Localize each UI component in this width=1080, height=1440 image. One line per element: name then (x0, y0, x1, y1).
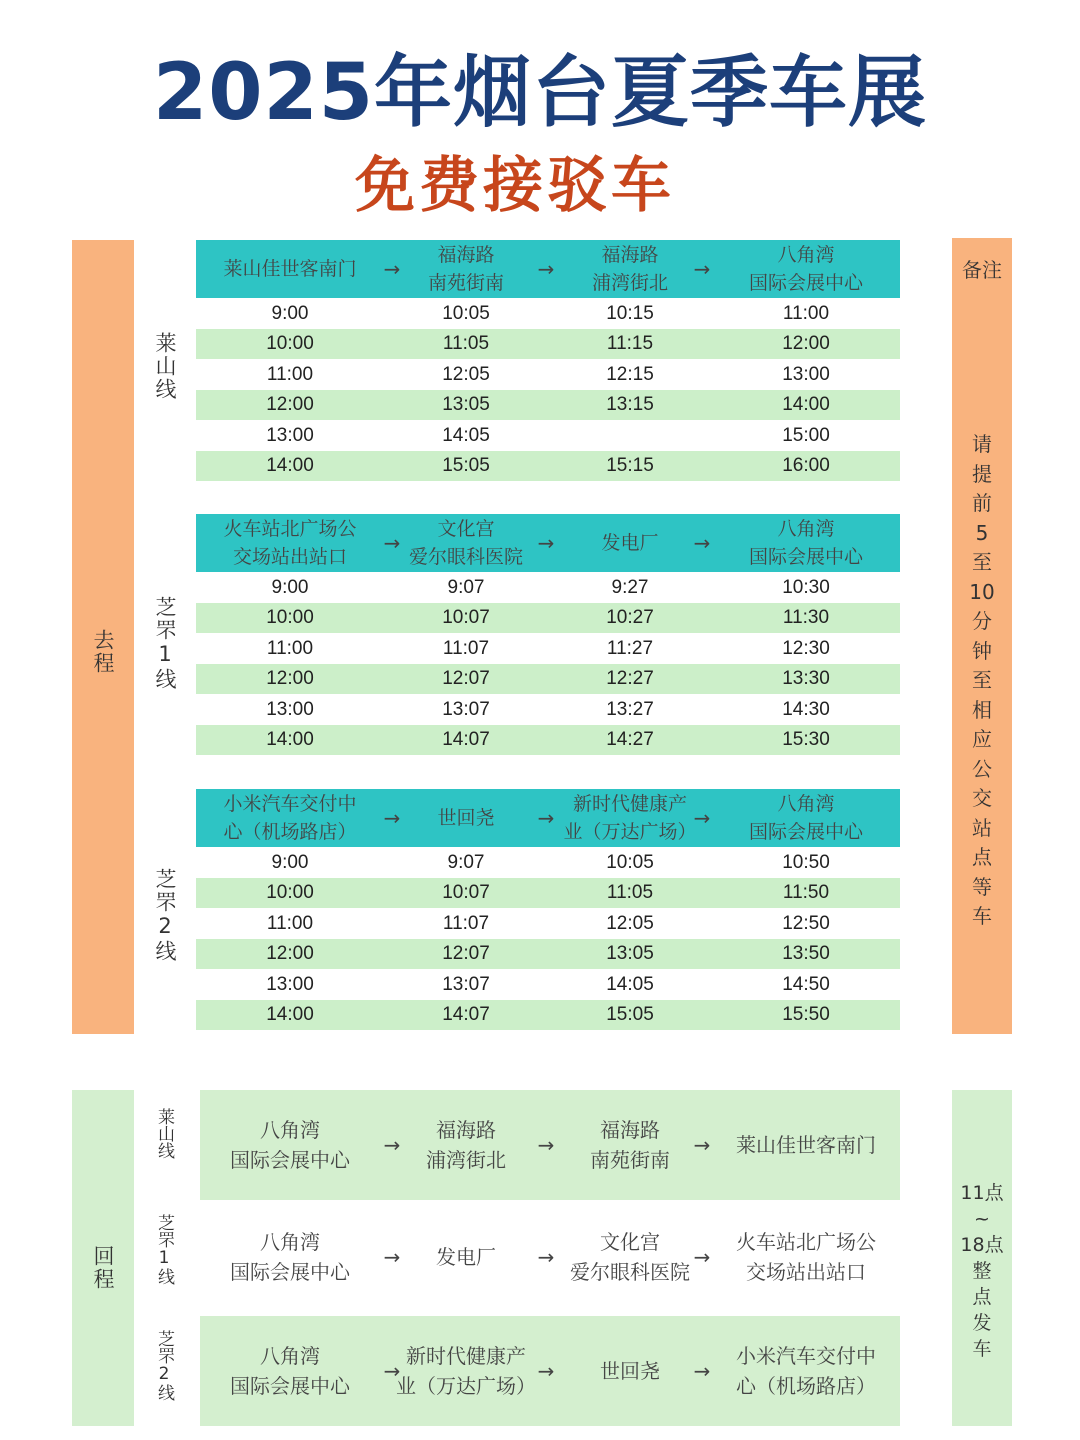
time-cell: 11:00 (782, 303, 830, 324)
notes-outbound-char: 相 (972, 697, 992, 722)
time-cell: 10:05 (606, 852, 654, 873)
route-line-name: 芝罘1线 (153, 596, 177, 691)
time-cell: 14:00 (782, 394, 830, 416)
stop-name-line: 交场站出站口 (746, 1260, 866, 1284)
time-cell: 12:05 (442, 363, 490, 385)
arrow-icon: → (383, 531, 401, 555)
notes-outbound-text (952, 430, 1012, 932)
stop-name-line: 心（机场路店） (223, 821, 357, 843)
stop-name-line: 浦湾街北 (426, 1148, 506, 1172)
table-row (196, 360, 900, 390)
time-cell: 12:00 (782, 333, 830, 355)
arrow-icon: → (383, 1245, 401, 1269)
time-cell: 12:05 (606, 912, 654, 934)
notes-return-char: 点 (972, 1286, 992, 1308)
stop-name (205, 1316, 375, 1426)
time-cell: 11:00 (266, 912, 314, 934)
stop-name-line: 南苑街南 (590, 1148, 670, 1172)
time-cell: 12:27 (606, 668, 654, 690)
notes-outbound-char: 前 (972, 491, 992, 515)
time-cell: 10:07 (442, 607, 490, 629)
time-cell: 13:00 (266, 973, 314, 995)
table-row (196, 878, 900, 908)
table-row (196, 1000, 900, 1030)
stop-name-line: 八角湾 (777, 793, 835, 815)
table-row (196, 725, 900, 755)
stop-name (205, 1090, 375, 1200)
arrow-icon: → (383, 1359, 401, 1383)
time-cell: 9:07 (447, 852, 485, 873)
time-cell: 13:00 (266, 698, 314, 720)
time-cell: 12:00 (266, 668, 314, 690)
time-cell: 14:00 (266, 1004, 314, 1025)
stop-name-line: 福海路 (600, 1118, 660, 1142)
table-row (196, 695, 900, 725)
table-row (196, 848, 900, 878)
notes-outbound-char: 至 (972, 550, 992, 574)
time-cell: 9:00 (271, 852, 309, 873)
return-route-row (200, 1090, 900, 1200)
return-line-name: 芝罘2线 (154, 1330, 174, 1401)
route-line-name: 芝罘2线 (153, 868, 177, 963)
time-cell: 14:07 (442, 1004, 490, 1025)
stop-name-line: 莱山佳世客南门 (736, 1133, 876, 1157)
stop-name-line: 浦湾街北 (591, 272, 668, 294)
stop-name-line: 国际会展中心 (748, 272, 863, 294)
stop-name-line: 福海路 (601, 244, 659, 266)
time-cell: 13:27 (606, 698, 654, 720)
table-row (196, 970, 900, 1000)
stop-name-line: 八角湾 (777, 518, 835, 540)
stop-name (721, 240, 891, 298)
arrow-icon: → (383, 1133, 401, 1157)
arrow-icon: → (693, 806, 711, 830)
stop-name-line: 南苑街南 (427, 272, 504, 294)
stop-name-line: 新时代健康产 (406, 1344, 526, 1368)
time-cell: 12:30 (782, 637, 830, 659)
notes-outbound-char: 点 (972, 845, 992, 869)
table-row (196, 634, 900, 664)
time-cell: 12:07 (442, 943, 490, 965)
arrow-icon: → (537, 531, 555, 555)
page-subtitle: 免费接驳车 (355, 151, 675, 221)
stop-name-line: 莱山佳世客南门 (223, 258, 357, 280)
stop-name (721, 789, 891, 847)
stop-name-line: 爱尔眼科医院 (570, 1260, 690, 1284)
time-cell: 15:30 (782, 729, 830, 750)
time-cell: 10:05 (442, 303, 490, 324)
arrow-icon: → (537, 1359, 555, 1383)
stop-name-line: 新时代健康产 (572, 793, 687, 815)
notes-return-char: 发 (972, 1312, 992, 1334)
time-cell: 13:00 (266, 424, 314, 446)
time-cell: 14:00 (266, 455, 314, 476)
time-cell: 14:27 (606, 729, 654, 750)
route-header (196, 789, 900, 847)
time-cell: 13:00 (782, 363, 830, 385)
time-cell: 15:05 (606, 1004, 654, 1025)
stop-name-line: 文化宫 (600, 1230, 660, 1254)
notes-outbound-char: 提 (972, 461, 992, 486)
time-cell: 11:30 (782, 607, 830, 629)
time-cell: 11:50 (782, 882, 830, 904)
table-row (196, 664, 900, 694)
notes-outbound-char: 等 (972, 874, 992, 899)
notes-return-char: 整 (972, 1260, 992, 1282)
time-cell: 12:00 (266, 394, 314, 416)
time-cell: 9:00 (271, 577, 309, 598)
return-route-row (200, 1316, 900, 1426)
stop-name-line: 国际会展中心 (230, 1260, 350, 1284)
stop-name-line: 心（机场路店） (736, 1374, 876, 1398)
time-cell: 11:07 (442, 912, 490, 934)
stop-name-line: 国际会展中心 (748, 546, 863, 568)
time-cell: 11:00 (266, 637, 314, 659)
notes-return-char: 18点 (960, 1234, 1004, 1256)
time-cell: 10:07 (442, 882, 490, 904)
stop-name (205, 240, 375, 298)
time-cell: 12:15 (606, 363, 654, 385)
arrow-icon: → (537, 257, 555, 281)
time-cell: 14:05 (606, 973, 654, 995)
notes-outbound-char: 站 (972, 815, 992, 840)
time-cell: 16:00 (782, 455, 830, 476)
stop-name-line: 国际会展中心 (748, 821, 863, 843)
time-cell: 10:00 (266, 607, 314, 629)
return-line-name: 莱山线 (154, 1108, 174, 1159)
stop-name-line: 八角湾 (260, 1344, 320, 1368)
table-row (196, 329, 900, 359)
time-cell: 11:05 (606, 882, 654, 904)
arrow-icon: → (693, 1245, 711, 1269)
notes-outbound-char: 分 (972, 609, 992, 633)
arrow-icon: → (383, 806, 401, 830)
stop-name-line: 火车站北广场公 (223, 518, 357, 540)
stop-name (721, 1316, 891, 1426)
time-cell: 12:50 (782, 912, 830, 934)
notes-outbound-char: 钟 (972, 638, 992, 663)
stop-name-line: 八角湾 (260, 1118, 320, 1142)
time-cell: 10:50 (782, 852, 830, 873)
time-cell: 11:07 (442, 637, 490, 659)
time-cell: 15:50 (782, 1004, 830, 1025)
time-cell: 14:50 (782, 973, 830, 995)
notes-outbound-char: 车 (972, 904, 992, 928)
notes-outbound-char: 请 (972, 432, 992, 456)
time-cell: 12:00 (266, 943, 314, 965)
time-cell: 9:00 (271, 303, 309, 324)
time-cell (545, 421, 715, 451)
table-row (196, 939, 900, 969)
stop-name-line: 小米汽车交付中 (223, 793, 357, 815)
stop-name-line: 文化宫 (437, 518, 495, 540)
time-cell: 14:07 (442, 729, 490, 750)
stop-name (205, 1200, 375, 1314)
return-label: 回程 (91, 1245, 115, 1291)
notes-outbound-char: 交 (972, 786, 992, 810)
time-cell: 14:00 (266, 729, 314, 750)
stop-name-line: 发电厂 (601, 532, 659, 554)
time-cell: 15:00 (782, 424, 830, 446)
stop-name-line: 发电厂 (436, 1245, 496, 1269)
arrow-icon: → (537, 1245, 555, 1269)
notes-outbound-char: 应 (972, 727, 992, 751)
return-line-name: 芝罘1线 (154, 1214, 174, 1285)
time-cell: 10:30 (782, 577, 830, 598)
stop-name (205, 789, 375, 847)
notes-outbound-char: 10 (969, 579, 995, 604)
notes-outbound-char: 5 (975, 520, 989, 545)
time-cell: 9:27 (611, 577, 649, 598)
stop-name (721, 1200, 891, 1314)
stop-name (721, 1090, 891, 1200)
notes-return-char: 11点 (960, 1182, 1004, 1204)
time-cell: 13:50 (782, 943, 830, 965)
stop-name-line: 交场站出站口 (232, 546, 347, 568)
time-cell: 12:07 (442, 668, 490, 690)
table-row (196, 421, 900, 451)
time-cell: 11:15 (606, 333, 654, 355)
time-cell: 13:15 (606, 394, 654, 416)
route-header (196, 514, 900, 572)
time-cell: 10:15 (606, 303, 654, 324)
notes-outbound-char: 公 (972, 756, 992, 781)
stop-name-line: 八角湾 (260, 1230, 320, 1254)
time-cell: 13:30 (782, 668, 830, 690)
time-cell: 13:05 (442, 394, 490, 416)
stop-name (205, 514, 375, 572)
arrow-icon: → (693, 1359, 711, 1383)
notes-outbound-char: 至 (972, 668, 992, 692)
time-cell: 10:00 (266, 333, 314, 355)
stop-name-line: 世回尧 (437, 807, 495, 829)
stop-name-line: 爱尔眼科医院 (408, 546, 523, 568)
notes-return-char: ~ (974, 1208, 990, 1230)
time-cell: 14:30 (782, 698, 830, 720)
arrow-icon: → (693, 1133, 711, 1157)
arrow-icon: → (693, 531, 711, 555)
time-cell: 13:07 (442, 973, 490, 995)
outbound-label: 去程 (91, 629, 115, 675)
stop-name-line: 福海路 (436, 1118, 496, 1142)
arrow-icon: → (693, 257, 711, 281)
route-line-name: 莱山线 (153, 332, 177, 401)
notes-return-char: 车 (972, 1338, 992, 1360)
table-row (196, 299, 900, 329)
time-cell: 13:07 (442, 698, 490, 720)
time-cell: 14:05 (442, 424, 490, 446)
stop-name-line: 世回尧 (600, 1359, 660, 1383)
table-row (196, 390, 900, 420)
time-cell: 10:27 (606, 607, 654, 629)
time-cell: 9:07 (447, 577, 485, 598)
time-cell: 10:00 (266, 882, 314, 904)
table-row (196, 909, 900, 939)
return-route-row (200, 1200, 900, 1314)
stop-name-line: 八角湾 (777, 244, 835, 266)
stop-name-line: 火车站北广场公 (736, 1230, 876, 1254)
table-row (196, 573, 900, 603)
stop-name-line: 福海路 (437, 244, 495, 266)
stop-name-line: 业（万达广场） (396, 1374, 536, 1398)
table-row (196, 603, 900, 633)
time-cell: 11:00 (266, 363, 314, 385)
stop-name-line: 小米汽车交付中 (736, 1344, 876, 1368)
time-cell: 11:27 (606, 637, 654, 659)
arrow-icon: → (537, 806, 555, 830)
arrow-icon: → (537, 1133, 555, 1157)
stop-name-line: 国际会展中心 (230, 1374, 350, 1398)
page-title: 2025年烟台夏季车展 (152, 48, 928, 138)
stop-name-line: 国际会展中心 (230, 1148, 350, 1172)
notes-header: 备注 (962, 258, 1002, 282)
stop-name (721, 514, 891, 572)
time-cell: 13:05 (606, 943, 654, 965)
route-header (196, 240, 900, 298)
stop-name-line: 业（万达广场） (563, 821, 697, 843)
notes-return-text (952, 1180, 1012, 1362)
time-cell: 15:05 (442, 455, 490, 476)
arrow-icon: → (383, 257, 401, 281)
table-row (196, 451, 900, 481)
time-cell: 11:05 (442, 333, 490, 355)
time-cell: 15:15 (606, 455, 654, 476)
